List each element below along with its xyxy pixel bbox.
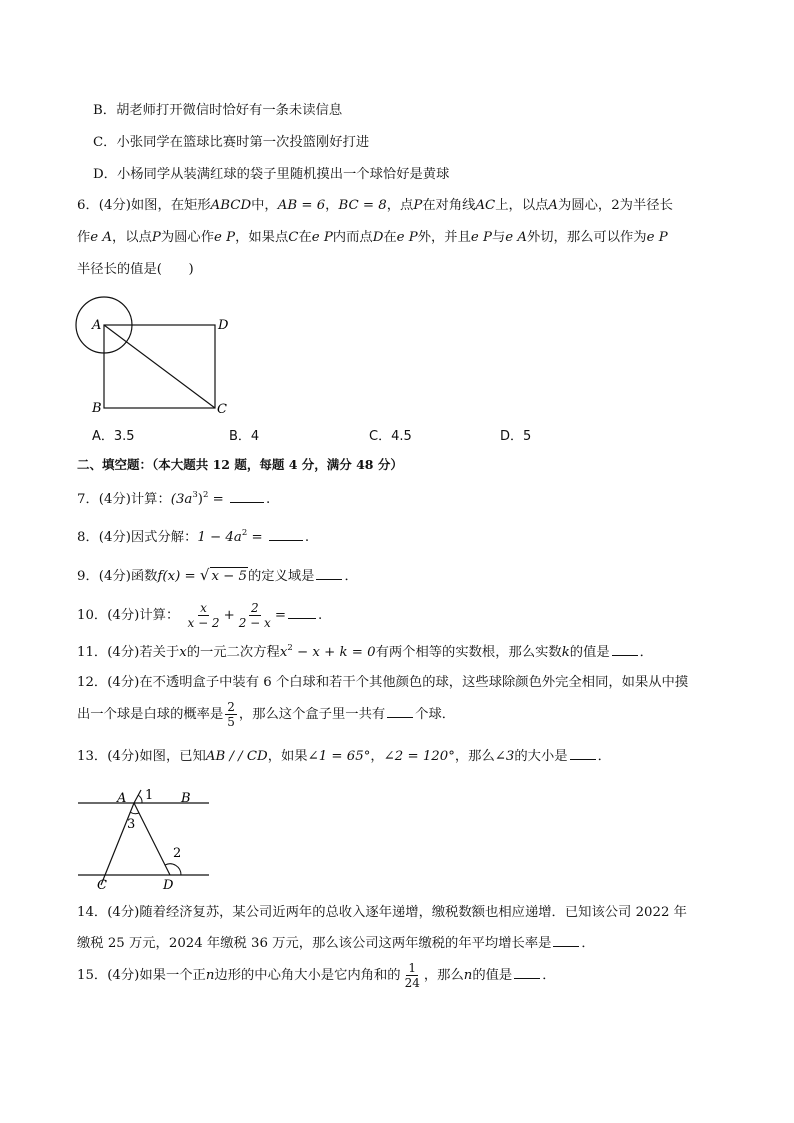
q8: 8．(4分)因式分解：$1 - 4a^2$ = . — [77, 528, 310, 545]
angle-3-arc — [130, 812, 139, 814]
label-d: D — [218, 318, 229, 333]
q6-choice-b: B．4 — [229, 429, 260, 444]
label-angle-3: 3 — [127, 817, 136, 832]
diagonal-ac — [104, 325, 215, 408]
q15: 15．(4分)如果一个正n边形的中心角大小是它内角和的 $\frac{1}{24}$ ，那么n的值是 ． — [77, 961, 556, 990]
label-angle-2: 2 — [173, 846, 182, 861]
q5-option-b: B．胡老师打开微信时恰好有一条未读信息 — [93, 103, 343, 118]
answer-blank[interactable] — [230, 500, 264, 503]
q12-line1: 12．(4分)在不透明盒子中装有 6 个白球和若干个其他颜色的球，这些球除颜色外完全相同，如果从中摸 — [77, 675, 689, 690]
line-ad — [134, 803, 170, 875]
answer-blank[interactable] — [553, 944, 579, 947]
answer-blank[interactable] — [570, 757, 596, 760]
label-d: D — [163, 878, 174, 893]
label-angle-1: 1 — [145, 788, 154, 803]
q5-option-d: D．小杨同学从装满红球的袋子里随机摸出一个球恰好是黄球 — [93, 167, 450, 182]
q14-line1: 14．(4分)随着经济复苏，某公司近两年的总收入逐年递增，缴税数额也相应递增．已知该公司 2022 年 — [77, 905, 687, 920]
q9: 9．(4分)函数f(x) = √ x − 5的定义域是 ． — [77, 566, 358, 584]
q6-line2: 作e A，以点P为圆心作e P，如果点C在e P内而点D在e P外，并且e P与e A外切，那么可以作为e P — [77, 230, 668, 245]
label-c: C — [97, 878, 107, 893]
answer-blank[interactable] — [387, 715, 413, 718]
q6-line3: 半径长的值是( ) — [77, 262, 194, 277]
q14-line2: 缴税 25 万元，2024 年缴税 36 万元，那么该公司这两年缴税的年平均增长率是 ． — [77, 936, 595, 951]
answer-blank[interactable] — [514, 976, 540, 979]
label-b: B — [181, 791, 191, 806]
q6-choice-a: A．3.5 — [92, 429, 135, 444]
answer-blank[interactable] — [269, 538, 303, 541]
answer-blank[interactable] — [288, 616, 316, 619]
answer-blank[interactable] — [612, 653, 638, 656]
answer-blank[interactable] — [316, 577, 342, 580]
q6-line1: 6．(4分)如图，在矩形ABCD中，AB = 6，BC = 8，点P在对角线AC上，以点A为圆心，2为半径长 — [77, 198, 673, 213]
q10: 10．(4分)计算： $\frac{x}{x - 2}$ + $\frac{2}{2 - x}$ = . — [77, 601, 323, 630]
q5-option-c: C．小张同学在篮球比赛时第一次投篮刚好打进 — [93, 135, 370, 150]
q13: 13．(4分)如图，已知AB / / CD，如果∠1 = 65°，∠2 = 120°，那么∠3的大小是 ． — [77, 749, 611, 764]
angle-1-arc — [138, 795, 142, 803]
q12-line2: 出一个球是白球的概率是 $\frac{2}{5}$ ，那么这个盒子里一共有 个球． — [77, 700, 456, 729]
q6-rectangle-figure — [70, 292, 240, 417]
q13-parallel-lines-figure — [74, 785, 244, 895]
label-b: B — [92, 401, 102, 416]
q6-choice-d: D．5 — [500, 429, 532, 444]
q6-choice-c: C．4.5 — [369, 429, 412, 444]
label-c: C — [217, 402, 227, 417]
section-fill-in-heading: 二、填空题：（本大题共 12 题，每题 4 分，满分 48 分） — [77, 457, 403, 472]
label-a: A — [117, 791, 127, 806]
q7: 7．(4分)计算：$(3a^3)^2$ = . — [77, 490, 271, 507]
label-a: A — [92, 318, 102, 333]
q11: 11．(4分)若关于x的一元二次方程$x^2 - x + k = 0$有两个相等的实数根，那么实数k的值是 ． — [77, 643, 653, 660]
line-ac — [101, 803, 134, 885]
